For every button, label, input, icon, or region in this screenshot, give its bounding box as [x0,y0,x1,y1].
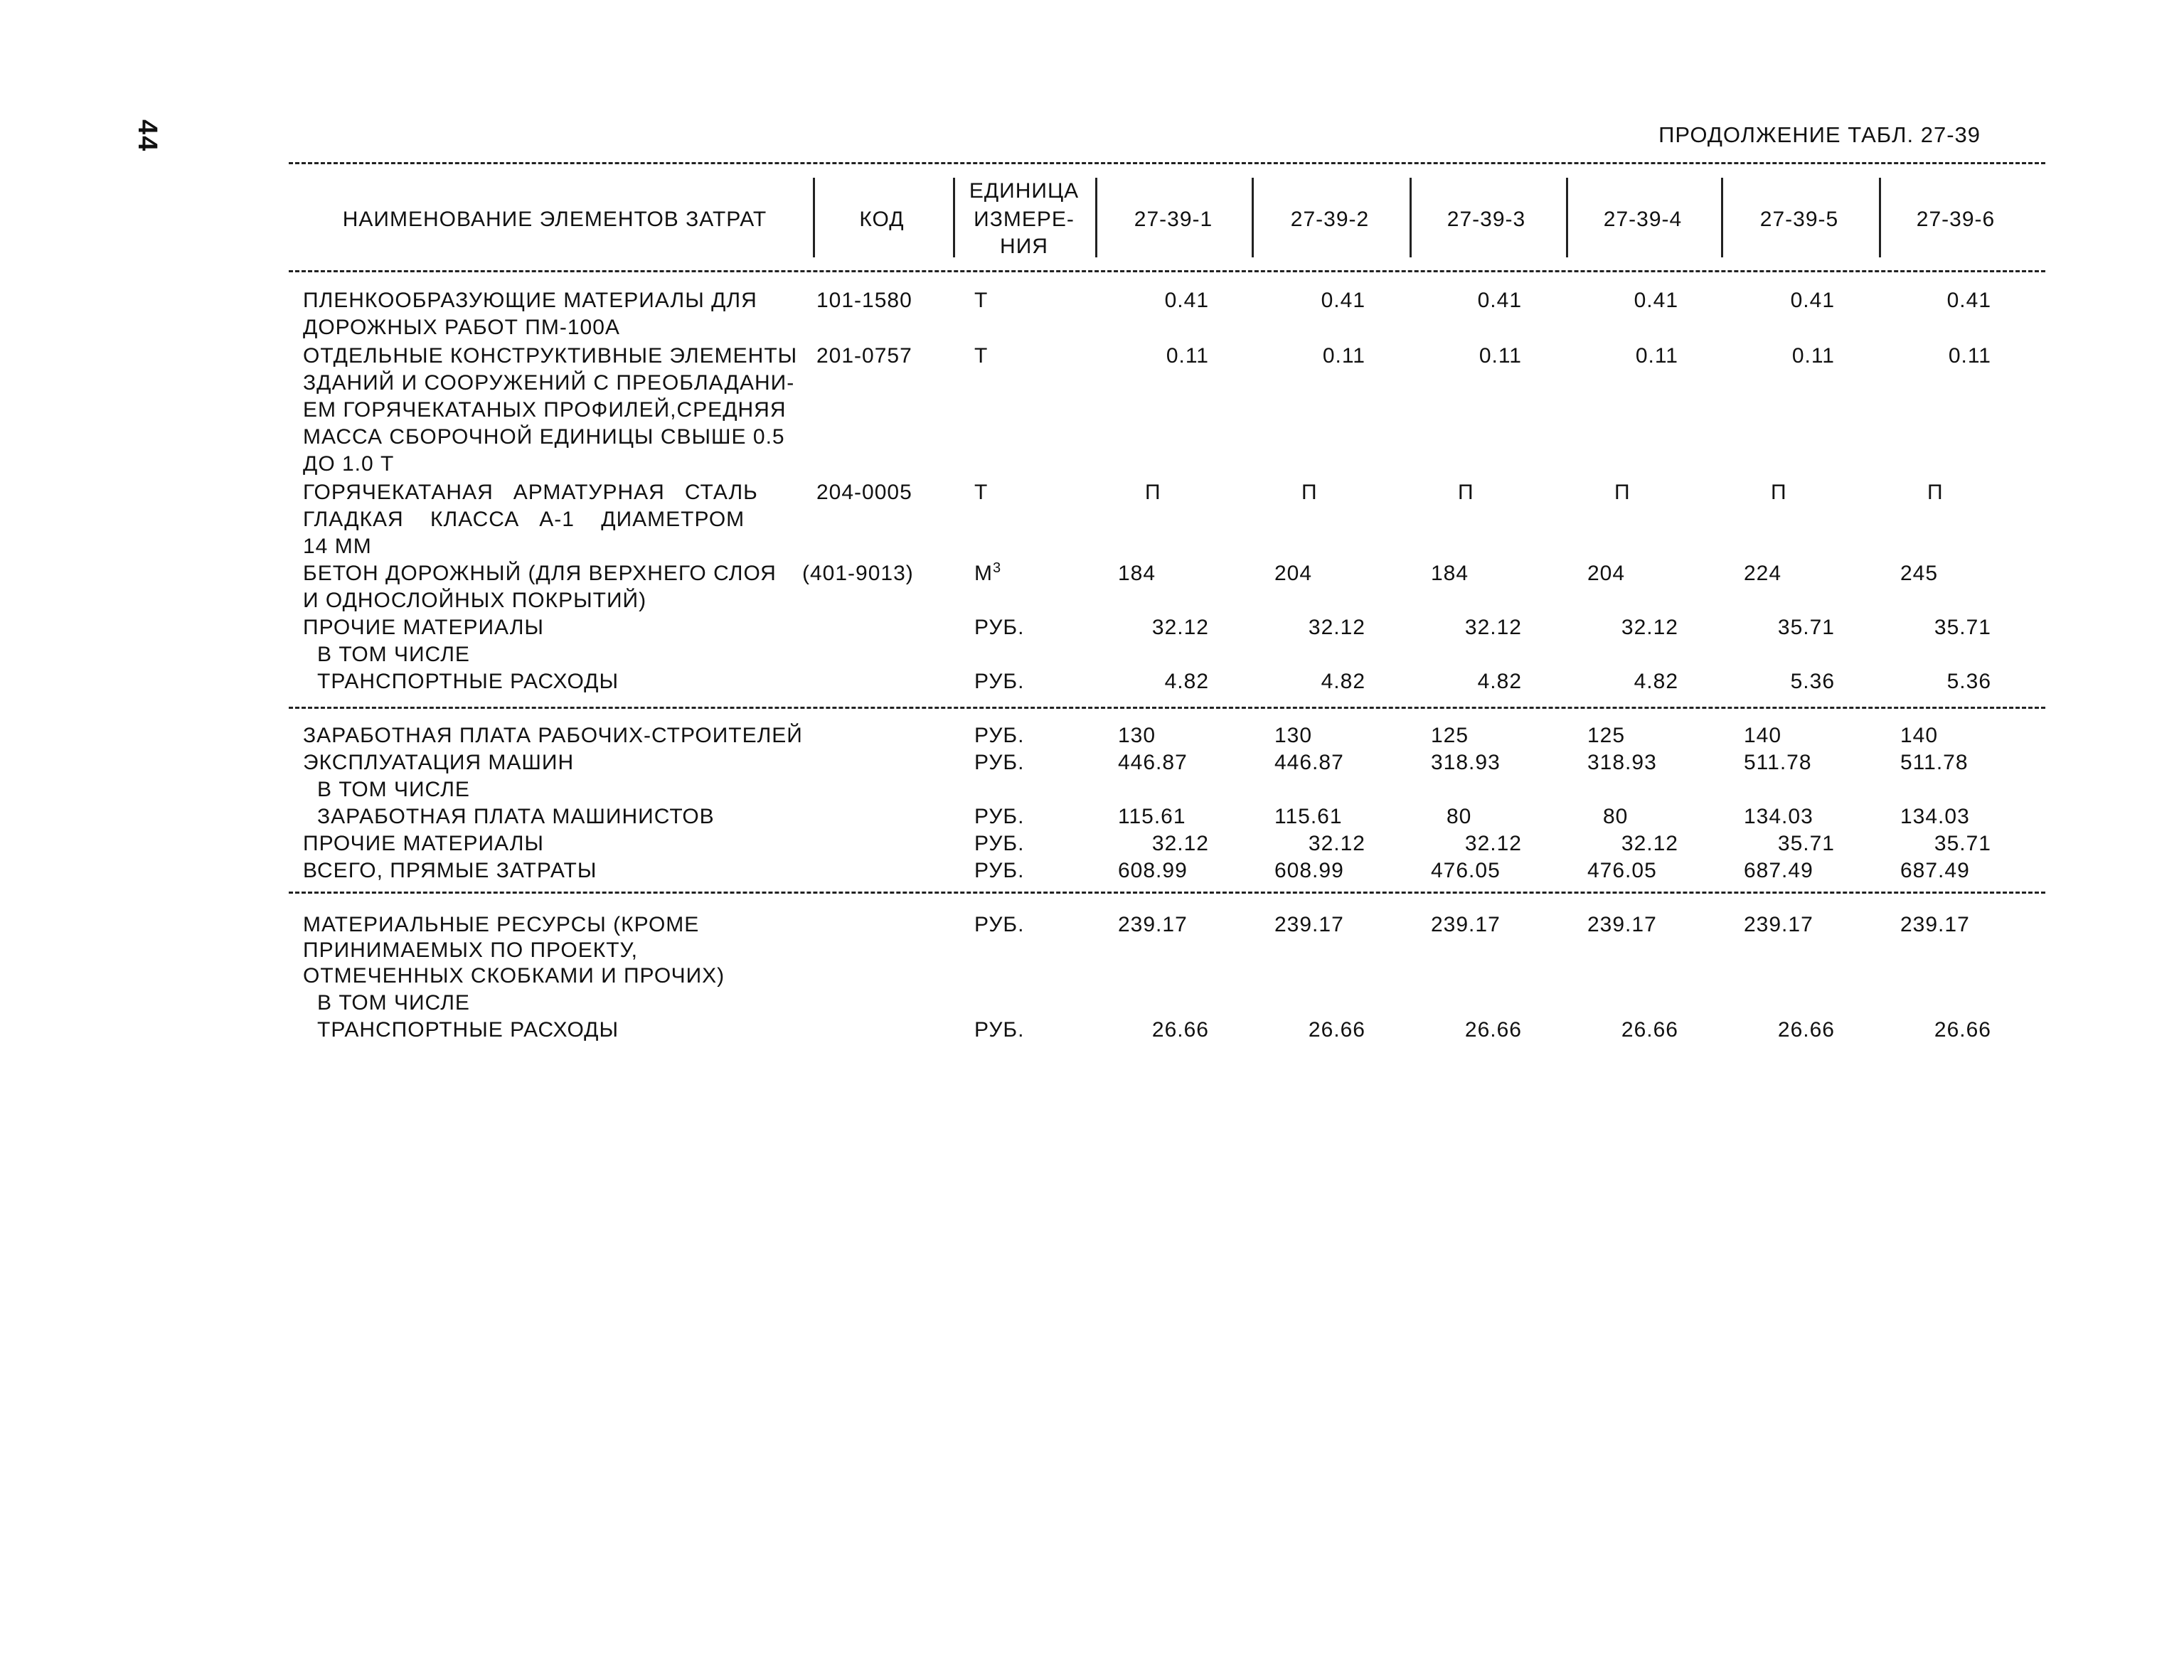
header-bottom-rule [289,270,2045,272]
row-name: ГОРЯЧЕКАТАНАЯ АРМАТУРНАЯ СТАЛЬ [303,481,758,504]
row-name: В ТОМ ЧИСЛЕ [317,991,470,1015]
row-name: МАТЕРИАЛЬНЫЕ РЕСУРСЫ (КРОМЕ [303,913,700,936]
row-value: 0.41 [1321,289,1365,312]
row-value: 0.11 [1948,344,1991,368]
row-code: 204-0005 [816,481,912,504]
row-name: ДОРОЖНЫХ РАБОТ ПМ-100А [303,316,620,339]
row-value: П [1771,481,1787,504]
row-unit: РУБ. [974,1018,1025,1042]
row-name: ЗАРАБОТНАЯ ПЛАТА МАШИНИСТОВ [317,805,715,828]
row-value: 32.12 [1621,616,1678,639]
row-value: 32.12 [1151,616,1209,639]
row-value: 318.93 [1587,751,1657,774]
row-name: ЗАРАБОТНАЯ ПЛАТА РАБОЧИХ-СТРОИТЕЛЕЙ [303,724,803,747]
row-value: 125 [1431,724,1469,747]
row-value: 26.66 [1308,1018,1365,1042]
row-name: В ТОМ ЧИСЛЕ [317,778,470,801]
row-code: 201-0757 [816,344,912,368]
row-value: 476.05 [1587,859,1657,882]
row-value: 184 [1118,562,1156,585]
row-value: 134.03 [1744,805,1813,828]
header-unit-3: НИЯ [1000,235,1048,258]
row-name: ТРАНСПОРТНЫЕ РАСХОДЫ [317,1018,619,1042]
row-value: 239.17 [1744,913,1813,936]
row-value: 239.17 [1587,913,1657,936]
row-value: 239.17 [1431,913,1501,936]
row-value: 32.12 [1621,832,1678,855]
header-code: КОД [859,208,905,231]
row-value: 140 [1744,724,1782,747]
row-value: 184 [1431,562,1469,585]
row-value: 239.17 [1274,913,1344,936]
row-value: 0.41 [1164,289,1209,312]
row-value: 0.11 [1635,344,1678,368]
header-col-6: 27-39-6 [1916,208,1996,231]
row-value: 204 [1587,562,1626,585]
header-divider [813,178,815,257]
row-value: 140 [1900,724,1939,747]
row-name: ЗДАНИЙ И СООРУЖЕНИЙ С ПРЕОБЛАДАНИ- [303,371,795,395]
header-divider [1252,178,1254,257]
row-value: 687.49 [1744,859,1813,882]
header-unit-2: ИЗМЕРЕ- [974,208,1075,231]
row-value: 0.11 [1791,344,1835,368]
row-value: 80 [1603,805,1629,828]
row-unit: РУБ. [974,670,1025,693]
row-value: 4.82 [1634,670,1678,693]
row-name: ВСЕГО, ПРЯМЫЕ ЗАТРАТЫ [303,859,597,882]
row-value: 4.82 [1321,670,1365,693]
header-divider [953,178,955,257]
row-name: ПРОЧИЕ МАТЕРИАЛЫ [303,616,544,639]
row-value: 134.03 [1900,805,1970,828]
header-col-4: 27-39-4 [1603,208,1683,231]
row-value: 32.12 [1308,616,1365,639]
row-name: МАССА СБОРОЧНОЙ ЕДИНИЦЫ СВЫШЕ 0.5 [303,425,785,449]
row-value: 204 [1274,562,1313,585]
row-value: 35.71 [1934,616,1991,639]
table-caption: ПРОДОЛЖЕНИЕ ТАБЛ. 27-39 [1658,122,1981,147]
row-value: 608.99 [1118,859,1188,882]
row-value: 35.71 [1777,616,1835,639]
row-code: 101-1580 [816,289,912,312]
row-value: 446.87 [1118,751,1188,774]
header-divider [1095,178,1097,257]
row-unit: РУБ. [974,751,1025,774]
row-value: 224 [1744,562,1782,585]
row-value: 26.66 [1777,1018,1835,1042]
row-value: 5.36 [1790,670,1835,693]
row-value: 32.12 [1464,832,1522,855]
row-value: 239.17 [1900,913,1970,936]
header-unit-1: ЕДИНИЦА [969,179,1080,203]
row-name: И ОДНОСЛОЙНЫХ ПОКРЫТИЙ) [303,589,647,612]
row-value: П [1301,481,1318,504]
row-unit: РУБ. [974,724,1025,747]
row-name: ЕМ ГОРЯЧЕКАТАНЫХ ПРОФИЛЕЙ,СРЕДНЯЯ [303,398,787,422]
row-name: БЕТОН ДОРОЖНЫЙ (ДЛЯ ВЕРХНЕГО СЛОЯ [303,562,777,585]
row-name: ОТМЕЧЕННЫХ СКОБКАМИ И ПРОЧИХ) [303,964,725,988]
page-number: 44 [132,119,162,153]
header-name: НАИМЕНОВАНИЕ ЭЛЕМЕНТОВ ЗАТРАТ [342,208,767,231]
row-name: ПРИНИМАЕМЫХ ПО ПРОЕКТУ, [303,938,638,962]
row-value: 511.78 [1744,751,1812,774]
row-value: 32.12 [1308,832,1365,855]
header-divider [1721,178,1723,257]
row-unit: РУБ. [974,616,1025,639]
row-value: 0.41 [1477,289,1522,312]
row-value: 0.11 [1166,344,1209,368]
row-unit: Т [974,289,989,312]
row-value: 239.17 [1118,913,1188,936]
row-value: 245 [1900,562,1939,585]
row-value: 0.41 [1634,289,1678,312]
row-value: 26.66 [1621,1018,1678,1042]
row-name: ЭКСПЛУАТАЦИЯ МАШИН [303,751,575,774]
header-divider [1410,178,1412,257]
row-value: 80 [1447,805,1472,828]
row-code: (401-9013) [802,562,914,585]
row-unit: РУБ. [974,832,1025,855]
row-value: 26.66 [1934,1018,1991,1042]
row-value: 35.71 [1777,832,1835,855]
section-rule [289,892,2045,894]
row-value: П [1458,481,1474,504]
row-value: 32.12 [1464,616,1522,639]
row-value: 35.71 [1934,832,1991,855]
row-value: 446.87 [1274,751,1344,774]
row-name: В ТОМ ЧИСЛЕ [317,643,470,666]
header-divider [1566,178,1568,257]
row-value: 687.49 [1900,859,1970,882]
row-value: 511.78 [1900,751,1969,774]
row-name: ПРОЧИЕ МАТЕРИАЛЫ [303,832,544,855]
header-divider [1879,178,1881,257]
row-unit: РУБ. [974,805,1025,828]
row-value: П [1614,481,1631,504]
row-value: 608.99 [1274,859,1344,882]
row-value: 130 [1118,724,1156,747]
row-name: 14 ММ [303,535,372,558]
row-value: П [1927,481,1944,504]
row-value: П [1145,481,1161,504]
row-unit: РУБ. [974,859,1025,882]
header-col-5: 27-39-5 [1759,208,1839,231]
row-value: 5.36 [1946,670,1991,693]
row-value: 130 [1274,724,1313,747]
header-col-2: 27-39-2 [1290,208,1370,231]
row-value: 0.41 [1790,289,1835,312]
row-unit: РУБ. [974,913,1025,936]
row-value: 4.82 [1477,670,1522,693]
header-col-3: 27-39-3 [1447,208,1526,231]
row-value: 4.82 [1164,670,1209,693]
row-value: 318.93 [1431,751,1501,774]
row-value: 115.61 [1274,805,1343,828]
row-value: 0.11 [1322,344,1365,368]
row-name: ПЛЕНКООБРАЗУЮЩИЕ МАТЕРИАЛЫ ДЛЯ [303,289,757,312]
row-name: ГЛАДКАЯ КЛАССА А-1 ДИАМЕТРОМ [303,508,745,531]
row-unit: Т [974,481,989,504]
row-value: 0.41 [1946,289,1991,312]
row-value: 26.66 [1151,1018,1209,1042]
row-value: 26.66 [1464,1018,1522,1042]
row-name: ДО 1.0 Т [303,452,395,476]
row-unit: Т [974,344,989,368]
row-name: ТРАНСПОРТНЫЕ РАСХОДЫ [317,670,619,693]
table-top-rule [289,162,2045,164]
row-value: 115.61 [1118,805,1186,828]
row-value: 0.11 [1479,344,1522,368]
row-name: ОТДЕЛЬНЫЕ КОНСТРУКТИВНЫЕ ЭЛЕМЕНТЫ [303,344,798,368]
row-value: 32.12 [1151,832,1209,855]
section-rule [289,707,2045,709]
row-value: 476.05 [1431,859,1501,882]
header-col-1: 27-39-1 [1134,208,1213,231]
row-unit: $М^3$ [974,560,1002,585]
row-value: 125 [1587,724,1626,747]
